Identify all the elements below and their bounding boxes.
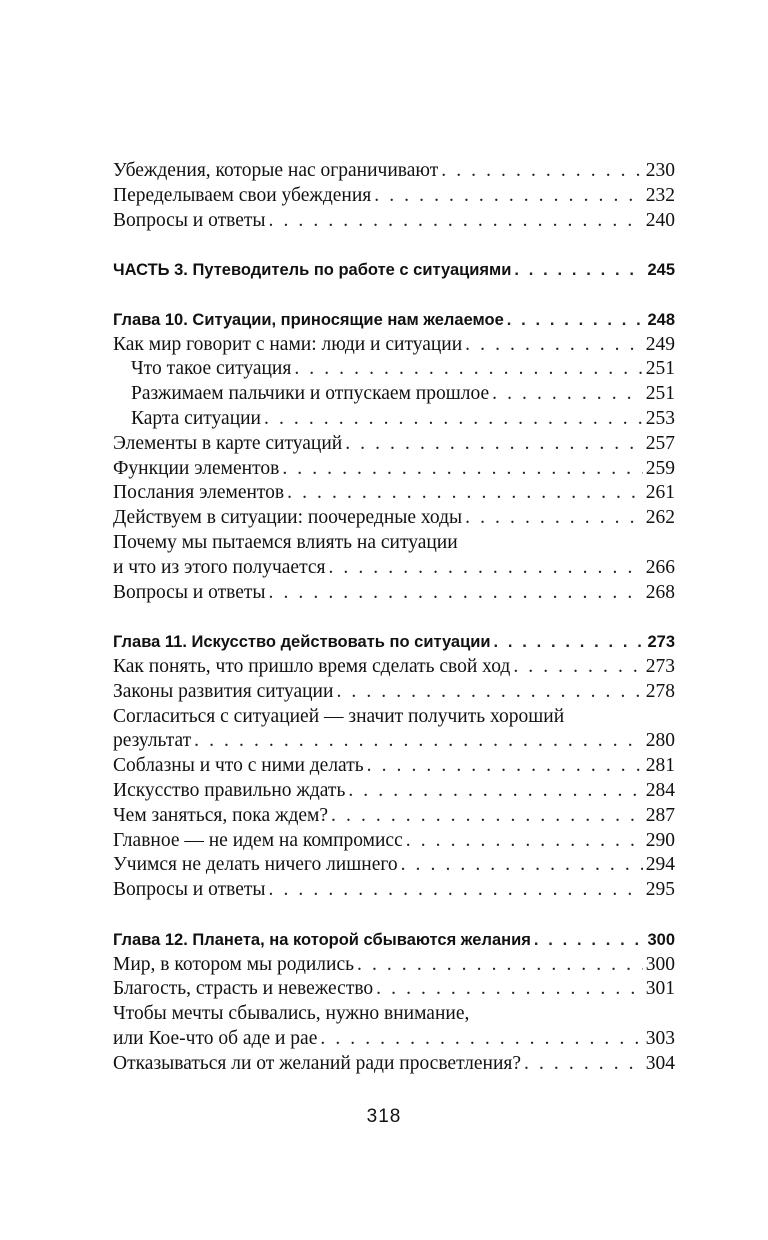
leader-dots	[465, 333, 643, 358]
leader-dots	[507, 308, 645, 333]
toc-entry-title: Послания элементов	[113, 482, 285, 504]
toc-entry-title: Согласиться с ситуацией — значит получить хороший	[113, 705, 565, 727]
toc-entry-page: 300	[647, 930, 675, 949]
toc-entry	[113, 729, 675, 754]
leader-dots	[514, 258, 644, 283]
toc-entry-page: 304	[645, 1052, 675, 1074]
toc-subentry	[113, 382, 675, 407]
leader-dots	[492, 382, 643, 407]
toc-entry-page: 240	[645, 209, 675, 231]
leader-dots	[345, 432, 643, 457]
table-of-contents	[113, 159, 675, 1076]
toc-entry-page: 268	[645, 581, 675, 603]
page-number: 318	[366, 1106, 402, 1127]
toc-entry-title: Чем заняться, пока ждем?	[113, 804, 329, 826]
toc-entry-title: Действуем в ситуации: поочередные ходы	[113, 507, 463, 529]
toc-entry-line	[113, 705, 675, 730]
toc-entry	[113, 1052, 675, 1077]
toc-entry-title: и что из этого получается	[113, 556, 326, 578]
toc-entry-title: Вопросы и ответы	[113, 581, 266, 603]
leader-dots	[269, 581, 643, 606]
leader-dots	[269, 878, 643, 903]
toc-entry	[113, 680, 675, 705]
toc-entry	[113, 506, 675, 531]
toc-entry-title: Главное — не идем на компромисс	[113, 829, 403, 851]
toc-entry-title: Почему мы пытаемся влиять на ситуации	[113, 531, 458, 553]
toc-entry-page: 251	[645, 358, 675, 380]
toc-entry-page: 248	[647, 310, 675, 329]
toc-entry-title: Глава 10. Ситуации, приносящие нам желаемое	[113, 310, 504, 329]
toc-entry	[113, 655, 675, 680]
toc-entry	[113, 159, 675, 184]
toc-part-heading	[113, 258, 675, 283]
toc-entry-title: Убеждения, которые нас ограничивают	[113, 160, 439, 181]
toc-entry	[113, 779, 675, 804]
leader-dots	[406, 829, 643, 854]
toc-entry	[113, 977, 675, 1002]
leader-dots	[376, 977, 643, 1002]
leader-dots	[264, 407, 643, 432]
leader-dots	[287, 481, 643, 506]
toc-entry-page: 273	[647, 633, 675, 652]
toc-entry-title: Как понять, что пришло время сделать свой ход	[113, 655, 511, 677]
leader-dots	[357, 953, 643, 978]
leader-dots	[494, 630, 645, 655]
toc-entry	[113, 1027, 675, 1052]
toc-entry-title: Карта ситуации	[131, 407, 261, 429]
leader-dots	[465, 506, 643, 531]
toc-chapter-heading	[113, 630, 675, 655]
leader-dots	[294, 357, 642, 382]
leader-dots	[269, 209, 643, 234]
toc-entry-page: 284	[645, 779, 675, 801]
toc-entry-title: ЧАСТЬ 3. Путеводитель по работе с ситуациями	[113, 261, 512, 280]
toc-entry	[113, 953, 675, 978]
toc-entry-page: 261	[645, 482, 675, 504]
leader-dots	[328, 556, 642, 581]
toc-entry-title: Разжимаем пальчики и отпускаем прошлое	[131, 383, 490, 405]
leader-dots	[367, 754, 643, 779]
toc-entry-page: 249	[645, 333, 675, 355]
toc-entry-title: Глава 12. Планета, на которой сбываются желания	[113, 930, 531, 949]
leader-dots	[374, 184, 642, 209]
toc-entry-page: 273	[645, 655, 675, 677]
toc-entry-title: результат	[113, 730, 192, 752]
toc-entry-page: 266	[645, 556, 675, 578]
toc-entry-page: 262	[645, 507, 675, 529]
toc-chapter-heading	[113, 928, 675, 953]
toc-entry-page: 278	[645, 680, 675, 702]
toc-entry-page: 281	[645, 755, 675, 777]
toc-entry-page: 303	[645, 1027, 675, 1049]
toc-entry-page: 295	[645, 879, 675, 901]
toc-entry-title: Вопросы и ответы	[113, 209, 266, 231]
toc-entry	[113, 333, 675, 358]
toc-entry-page: 253	[645, 407, 675, 429]
toc-entry	[113, 804, 675, 829]
toc-entry-title: Глава 11. Искусство действовать по ситуации	[113, 633, 491, 652]
leader-dots	[331, 804, 643, 829]
toc-entry-title: Чтобы мечты сбывались, нужно внимание,	[113, 1003, 470, 1025]
toc-entry-title: Отказываться ли от желаний ради просветления?	[113, 1052, 522, 1074]
toc-entry-page: 230	[645, 160, 675, 181]
leader-dots	[348, 779, 642, 804]
toc-entry-page: 294	[645, 854, 675, 876]
toc-entry-title: Функции элементов	[113, 457, 280, 479]
toc-entry-title: Благость, страсть и невежество	[113, 978, 374, 1000]
toc-entry-page: 290	[645, 829, 675, 851]
leader-dots	[441, 159, 643, 184]
toc-entry-title: Мир, в котором мы родились	[113, 953, 355, 975]
toc-entry-title: Элементы в карте ситуаций	[113, 432, 343, 454]
toc-entry	[113, 481, 675, 506]
leader-dots	[194, 729, 643, 754]
toc-entry-title: Переделываем свои убеждения	[113, 184, 372, 206]
toc-subentry	[113, 407, 675, 432]
toc-entry-title: или Кое-что об аде и рае	[113, 1027, 318, 1049]
leader-dots	[282, 457, 642, 482]
toc-entry-page: 245	[647, 261, 675, 280]
toc-entry-page: 301	[645, 978, 675, 1000]
toc-entry-title: Искусство правильно ждать	[113, 779, 346, 801]
toc-entry-title: Законы развития ситуации	[113, 680, 334, 702]
toc-entry	[113, 209, 675, 234]
toc-entry	[113, 853, 675, 878]
toc-entry-line	[113, 1002, 675, 1027]
toc-entry	[113, 457, 675, 482]
toc-entry	[113, 754, 675, 779]
toc-entry	[113, 184, 675, 209]
toc-entry-page: 259	[645, 457, 675, 479]
leader-dots	[401, 853, 643, 878]
leader-dots	[320, 1027, 642, 1052]
toc-entry-page: 232	[645, 184, 675, 206]
toc-entry-page: 280	[645, 730, 675, 752]
toc-entry	[113, 581, 675, 606]
toc-entry	[113, 432, 675, 457]
toc-entry-title: Учимся не делать ничего лишнего	[113, 854, 398, 876]
leader-dots	[524, 1052, 643, 1077]
toc-entry-title: Как мир говорит с нами: люди и ситуации	[113, 333, 463, 355]
toc-entry-title: Соблазны и что с ними делать	[113, 755, 364, 777]
leader-dots	[513, 655, 642, 680]
toc-entry-page: 257	[645, 432, 675, 454]
toc-entry	[113, 878, 675, 903]
toc-entry	[113, 556, 675, 581]
toc-entry-line	[113, 531, 675, 556]
leader-dots	[534, 928, 645, 953]
toc-entry-page: 287	[645, 804, 675, 826]
toc-entry	[113, 829, 675, 854]
leader-dots	[336, 680, 642, 705]
toc-entry-page: 300	[645, 953, 675, 975]
toc-entry-title: Вопросы и ответы	[113, 879, 266, 901]
toc-entry-title: Что такое ситуация	[131, 358, 292, 380]
toc-chapter-heading	[113, 308, 675, 333]
toc-subentry	[113, 357, 675, 382]
toc-entry-page: 251	[645, 383, 675, 405]
